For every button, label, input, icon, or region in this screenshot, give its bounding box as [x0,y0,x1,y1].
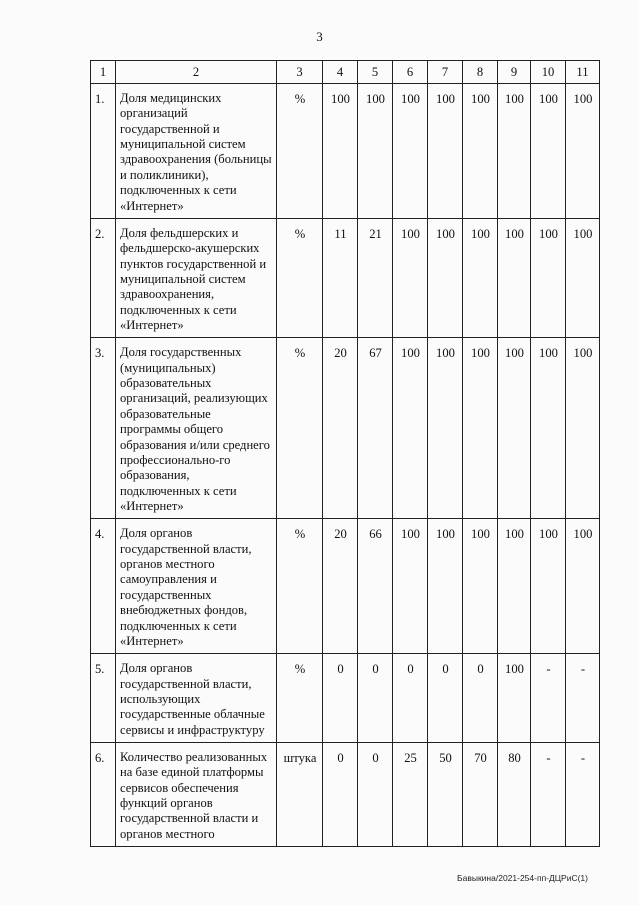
column-header: 2 [116,61,277,84]
value-cell: 100 [393,218,428,338]
document-reference: Бавыкина/2021-254-пп-ДЦРиС(1) [457,873,588,883]
unit-cell: % [277,84,323,219]
page-number: 3 [316,29,323,44]
unit-cell: % [277,654,323,743]
value-cell: 100 [428,519,463,654]
value-cell: 100 [531,218,566,338]
value-cell: 100 [531,519,566,654]
value-cell: 100 [463,218,498,338]
table-row [91,338,600,519]
value-cell: 11 [323,218,358,338]
value-cell: - [566,743,600,847]
column-header: 10 [531,61,566,84]
value-cell: 80 [498,743,531,847]
value-cell: 100 [498,218,531,338]
column-header: 3 [277,61,323,84]
indicator-name: Доля фельдшерских и фельдшерско-акушерских пунктов государственной и муниципальной систем здравоохранения, подключенных к сети «Интернет» [116,218,277,338]
indicator-name: Доля государственных (муниципальных) образовательных организаций, реализующих образовательные программы общего образования и/или среднего профессионально-го образования, подключенных к сети «Интернет» [116,338,277,519]
value-cell: 100 [531,84,566,219]
value-cell: 100 [393,338,428,519]
value-cell: 25 [393,743,428,847]
unit-cell: штука [277,743,323,847]
value-cell: - [566,654,600,743]
unit-cell: % [277,519,323,654]
table-row [91,654,600,743]
value-cell: 100 [498,84,531,219]
indicator-name: Количество реализованных на базе единой платформы сервисов обеспечения функций органов государственной власти и органов местного [116,743,277,847]
row-number: 5. [91,654,116,743]
column-header: 9 [498,61,531,84]
value-cell: 0 [428,654,463,743]
row-number: 2. [91,218,116,338]
column-header: 8 [463,61,498,84]
value-cell: 100 [531,338,566,519]
row-number: 1. [91,84,116,219]
row-number: 6. [91,743,116,847]
value-cell: 100 [393,519,428,654]
value-cell: 0 [393,654,428,743]
value-cell: 100 [463,84,498,219]
value-cell: 100 [358,84,393,219]
column-header: 11 [566,61,600,84]
row-number: 4. [91,519,116,654]
value-cell: 66 [358,519,393,654]
value-cell: 100 [428,338,463,519]
indicator-name: Доля органов государственной власти, использующих государственные облачные сервисы и инфраструктуру [116,654,277,743]
value-cell: 100 [428,84,463,219]
value-cell: 67 [358,338,393,519]
indicators-table [90,60,600,847]
value-cell: 0 [323,654,358,743]
value-cell: 100 [463,338,498,519]
value-cell: 100 [498,654,531,743]
value-cell: 70 [463,743,498,847]
value-cell: 50 [428,743,463,847]
column-header: 6 [393,61,428,84]
column-header: 1 [91,61,116,84]
table-header-row [91,61,600,84]
table-row [91,519,600,654]
value-cell: 0 [358,654,393,743]
unit-cell: % [277,338,323,519]
table-row [91,84,600,219]
indicator-name: Доля медицинских организаций государственной и муниципальной систем здравоохранения (больницы и поликлиники), подключенных к сети «Интернет» [116,84,277,219]
value-cell: 100 [393,84,428,219]
value-cell: - [531,654,566,743]
value-cell: 20 [323,519,358,654]
value-cell: 0 [358,743,393,847]
indicator-name: Доля органов государственной власти, органов местного самоуправления и государственных внебюджетных фондов, подключенных к сети «Интернет» [116,519,277,654]
value-cell: 100 [566,84,600,219]
value-cell: 100 [566,519,600,654]
value-cell: 100 [566,218,600,338]
column-header: 5 [358,61,393,84]
row-number: 3. [91,338,116,519]
value-cell: 100 [498,519,531,654]
value-cell: 100 [498,338,531,519]
table-row [91,743,600,847]
value-cell: 100 [566,338,600,519]
column-header: 4 [323,61,358,84]
table-row [91,218,600,338]
value-cell: 20 [323,338,358,519]
value-cell: 100 [463,519,498,654]
column-header: 7 [428,61,463,84]
value-cell: 100 [323,84,358,219]
value-cell: 100 [428,218,463,338]
value-cell: - [531,743,566,847]
value-cell: 21 [358,218,393,338]
value-cell: 0 [323,743,358,847]
value-cell: 0 [463,654,498,743]
unit-cell: % [277,218,323,338]
